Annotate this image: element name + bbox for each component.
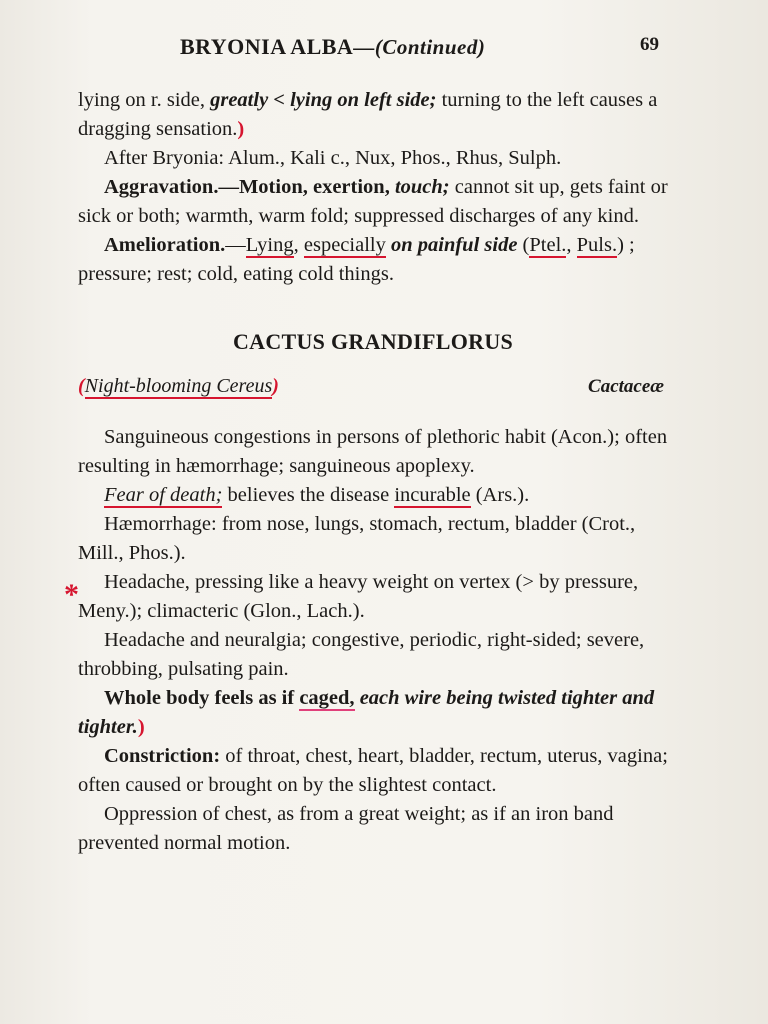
red-bracket-annotation: ) (272, 375, 279, 397)
aggravation-paragraph (78, 173, 668, 231)
running-header (0, 32, 768, 64)
italic-phrase: on painful side (385, 234, 518, 256)
constriction-label: Constriction: (104, 745, 221, 767)
bold-phrase: Whole body feels as if (104, 687, 300, 709)
cactus-paragraph-6 (78, 684, 668, 742)
cactus-paragraph-1: Sanguineous congestions in persons of plethoric habit (Acon.); often resulting in hæmorrhage; sanguineous apoplexy. (78, 426, 668, 477)
italic-phrase: each wire being twisted tighter and tighter. (78, 687, 655, 738)
italic-phrase: touch; (389, 176, 450, 198)
text-span: , (566, 234, 577, 256)
text-span: lying on r. side, (78, 89, 211, 111)
running-title-main: BRYONIA ALBA (180, 34, 354, 59)
cactus-paragraph-2 (78, 481, 668, 510)
common-name: Night-blooming Cereus (84, 375, 273, 397)
cactus-paragraph-3: Hæmorrhage: from nose, lungs, stomach, rectum, bladder (Crot., Mill., Phos.). (78, 513, 636, 564)
underlined-word: especially (303, 234, 386, 256)
page-body (78, 86, 668, 858)
cactus-paragraph-8: Oppression of chest, as from a great weight; as if an iron band prevented normal motion. (78, 803, 614, 854)
italic-phrase: Fear of death; (104, 484, 223, 506)
text-span: believes the disease (222, 484, 395, 506)
underlined-word: incurable (394, 484, 471, 506)
after-bryonia-paragraph (78, 144, 668, 173)
text-span: turning to the left causes a dragging sensation. (78, 89, 658, 140)
running-title (180, 34, 485, 60)
bryonia-paragraph-1 (78, 86, 668, 144)
running-title-suffix: —(Continued) (353, 35, 486, 59)
underlined-word: caged, (299, 687, 355, 709)
cactus-paragraph-5: Headache and neuralgia; congestive, periodic, right-sided; severe, throbbing, pulsating pain. (78, 629, 645, 680)
section-title: CACTUS GRANDIFLORUS (232, 329, 514, 354)
underlined-word: Puls. (576, 234, 618, 256)
aggravation-label: Aggravation.—Motion, exertion, (104, 176, 390, 198)
red-bracket-annotation: ) (137, 716, 145, 738)
underlined-word: Ptel. (529, 234, 567, 256)
section-subheading (78, 372, 668, 401)
constriction-text: of throat, chest, heart, bladder, rectum, uterus, vagina; often caused or brought on by the slightest contact. (78, 745, 668, 796)
text-span: (Ars.). (470, 484, 530, 506)
cactus-paragraph-7 (78, 742, 668, 800)
text-span: , (293, 234, 304, 256)
text-span: — (225, 234, 246, 256)
after-label: After Bryonia (104, 147, 219, 169)
cactus-paragraph-4: Headache, pressing like a heavy weight on vertex (> by pressure, Meny.); climacteric (Glon., Lach.). (78, 571, 639, 622)
underlined-word: Lying (245, 234, 294, 256)
red-bracket-annotation: ( (78, 375, 85, 397)
aggravation-text: cannot sit up, gets faint or sick or both; warmth, warm fold; suppressed discharges of any kind. (78, 176, 668, 227)
amelioration-label: Amelioration. (104, 234, 226, 256)
plant-family: Cactaceæ (588, 376, 664, 397)
page-number: 69 (640, 34, 659, 55)
text-span: ( (522, 234, 530, 256)
common-name-wrap (78, 372, 279, 401)
red-star-annotation: * (64, 578, 79, 611)
italic-phrase: greatly < lying on left side; (210, 89, 437, 111)
text-span: ) ; pressure; rest; cold, eating cold things. (78, 234, 635, 285)
amelioration-paragraph (78, 231, 668, 289)
red-bracket-annotation: ) (237, 118, 245, 140)
after-text: : Alum., Kali c., Nux, Phos., Rhus, Sulph. (218, 147, 562, 169)
